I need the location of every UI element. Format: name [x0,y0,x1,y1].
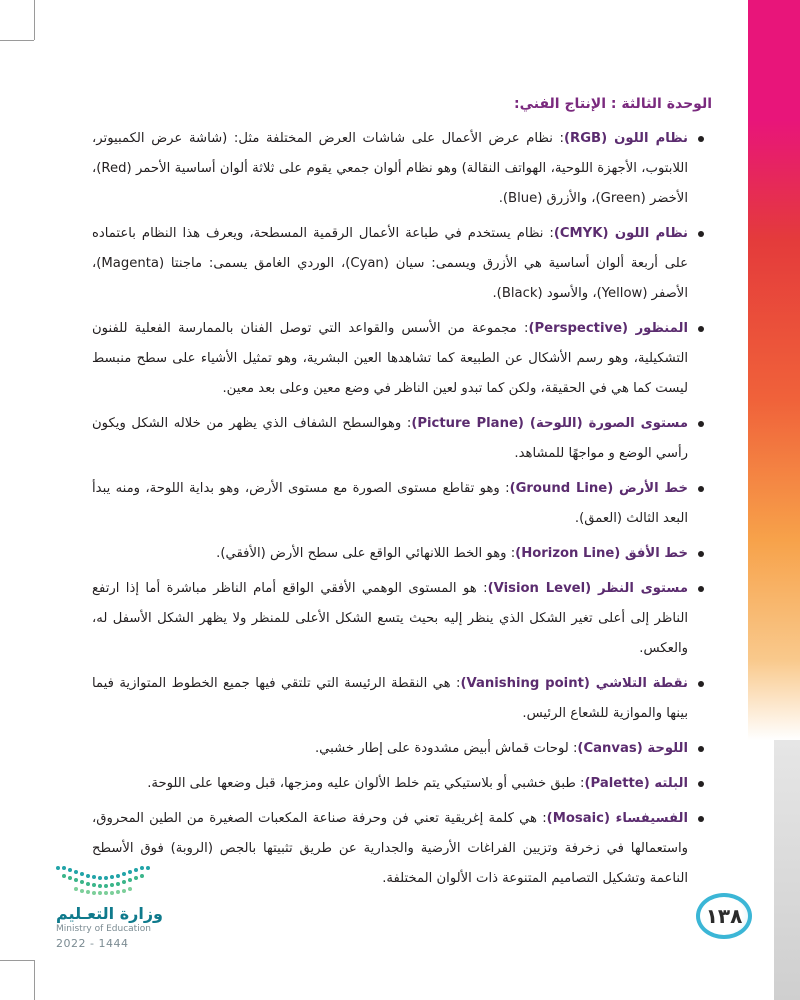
crop-mark [0,40,34,41]
definition-text: : هو المستوى الوهمي الأفقي الواقع أمام الناظر مباشرة أما إذا ارتفع الناظر إلى أعلى تغير الشكل الذي ينظر إليه بحيث يتسع الشكل الأعلى للمنظر ولا يظهر الشكل الأسفل له، والعكس. [92,581,688,656]
bullet-icon [698,681,704,687]
definition-term: مستوى الصورة (اللوحة) (Picture Plane) [411,416,688,431]
definition-item [92,734,704,764]
bullet-icon [698,421,704,427]
bullet-icon [698,326,704,332]
definition-item [92,219,704,309]
crop-mark [34,0,35,40]
ministry-name-english: Ministry of Education [56,924,151,934]
definition-text: : وهو الخط اللانهائي الواقع على سطح الأرض (الأفقي). [216,546,516,561]
definition-text: : لوحات قماش أبيض مشدودة على إطار خشبي. [314,741,578,756]
definition-term: خط الأفق (Horizon Line) [515,546,688,561]
crop-mark [34,960,35,1000]
definition-text: : وهو تقاطع مستوى الصورة مع مستوى الأرض، وهو بداية اللوحة، ومنه يبدأ البعد الثالث (العمق). [92,481,688,526]
crop-mark [0,960,34,961]
definition-text: : وهوالسطح الشفاف الذي يظهر من خلاله الشكل ويكون رأسي الوضع و مواجهًا للمشاهد. [92,416,688,461]
definition-text: : طبق خشبي أو بلاستيكي يتم خلط الألوان عليه ومزجها، قبل وضعها على اللوحة. [147,776,585,791]
definition-text: : هي كلمة إغريقية تعني فن وحرفة صناعة المكعبات الصغيرة من الطين المحروق، واستعمالها في زخرفة وتزيين الفراغات الأرضية والجدارية عن طريق تثبيتها بالجص (الروبة) فوق الأسطح الناعمة وتشكيل التصاميم المتنوعة ذات الألوان المختلفة. [92,811,688,886]
definition-text: : نظام عرض الأعمال على شاشات العرض المختلفة مثل: (شاشة عرض الكمبيوتر، اللابتوب، الأجهزة اللوحية، الهواتف النقالة) وهو نظام ألوان جمعي يقوم على ثلاثة ألوان أساسية الأحمر (Red)، الأخضر (Green)، والأزرق (Blue). [92,131,688,206]
definition-item [92,769,704,799]
definition-term: المنظور (Perspective) [528,321,688,336]
definitions-list [92,124,704,899]
bullet-icon [698,551,704,557]
definition-term: اللوحة (Canvas) [577,741,688,756]
definition-term: خط الأرض (Ground Line) [509,481,688,496]
ministry-logo-icon [50,862,160,896]
definition-text: : هي النقطة الرئيسة التي تلتقي فيها جميع الخطوط المتوازية فيما بينها والموازية للشعاع الرئيس. [92,676,688,721]
definition-item [92,669,704,729]
definition-item [92,574,704,664]
definition-item [92,409,704,469]
bullet-icon [698,136,704,142]
page-number: ١٣٨ [705,904,743,928]
definition-term: الفسيفساء (Mosaic) [546,811,688,826]
bullet-icon [698,586,704,592]
definition-item [92,474,704,534]
decorative-color-strip [748,0,800,1000]
definition-text: : مجموعة من الأسس والقواعد التي توصل الفنان بالممارسة الفعلية للفنون التشكيلية، وهو رسم الأشكال عن الطبيعة كما تشاهدها العين البشرية، وهو تمثيل الأشياء على سطح منبسط ليست كما هي في الحقيقة، ولكن كما تبدو لعين الناظر في وضع معين وعلى بعد معين. [92,321,688,396]
unit-title: الوحدة الثالثة : الإنتاج الفني: [513,96,712,112]
definition-text: : نظام يستخدم في طباعة الأعمال الرقمية المسطحة، ويعرف هذا النظام باعتماده على أربعة ألوان أساسية هي الأزرق ويسمى: سيان (Cyan)، الوردي الغامق يسمى: ماجنتا (Magenta)، الأصفر (Yellow)، والأسود (Black). [92,226,688,301]
definition-item [92,124,704,214]
bullet-icon [698,746,704,752]
definition-item [92,314,704,404]
edition-year: 2022 - 1444 [56,937,129,950]
bullet-icon [698,231,704,237]
definition-term: مستوى النظر (Vision Level) [487,581,689,596]
definition-term: البلته (Palette) [584,776,688,791]
definition-term: نظام اللون (CMYK) [553,226,688,241]
definition-term: نقطة التلاشي (Vanishing point) [460,676,688,691]
bullet-icon [698,486,704,492]
definition-term: نظام اللون (RGB) [564,131,688,146]
page-number-badge [696,893,752,939]
bullet-icon [698,781,704,787]
definition-item [92,539,704,569]
ministry-name-arabic: وزارة التعـليم [56,904,163,923]
definition-item [92,804,704,894]
bullet-icon [698,816,704,822]
